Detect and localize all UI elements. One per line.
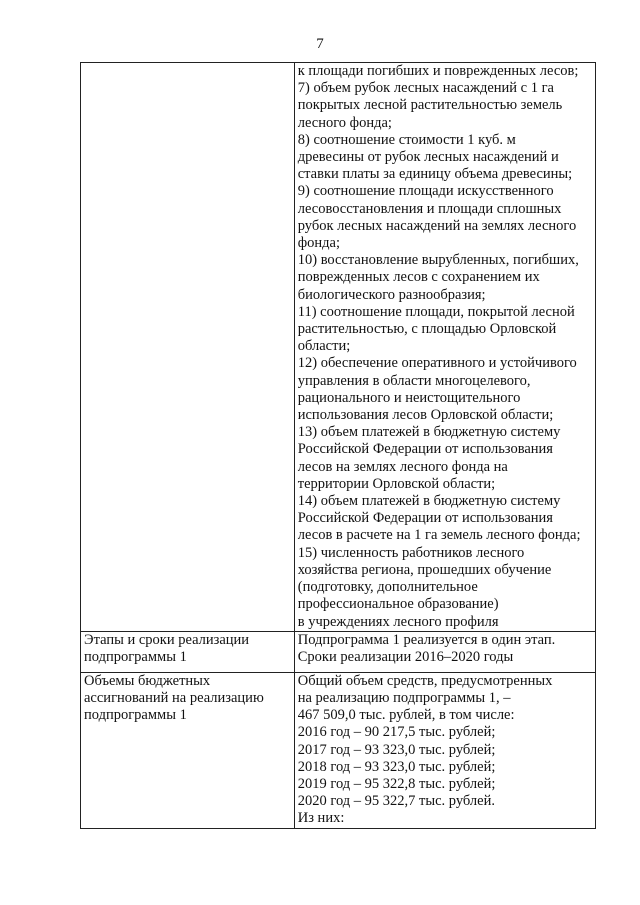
text-line: 10) восстановление вырубленных, погибших,	[297, 252, 579, 269]
text-line: профессиональное образование)	[297, 596, 499, 613]
text-line: территории Орловской области;	[297, 475, 496, 492]
text-line: управления в области многоцелевого,	[297, 372, 531, 389]
text-line: хозяйства региона, прошедших обучение	[297, 561, 552, 578]
text-line: Подпрограмма 1 реализуется в один этап.	[297, 631, 556, 648]
text-line: 7) объем рубок лесных насаждений с 1 га	[297, 80, 554, 97]
text-line: рубок лесных насаждений на землях лесного	[297, 217, 577, 234]
text-line: ассигнований на реализацию	[84, 689, 264, 706]
text-line: 9) соотношение площади искусственного	[297, 183, 554, 200]
text-line: растительностью, с площадью Орловской	[297, 321, 557, 338]
text-line: Объемы бюджетных	[84, 672, 211, 689]
text-line: 14) объем платежей в бюджетную систему	[297, 493, 561, 510]
text-line: к площади погибших и поврежденных лесов;	[297, 63, 579, 79]
program-passport-table	[80, 62, 596, 829]
text-line: 13) объем платежей в бюджетную систему	[297, 424, 561, 441]
text-line: 15) численность работников лесного	[297, 544, 525, 561]
text-line: Из них:	[297, 810, 345, 827]
text-line: 11) соотношение площади, покрытой лесной	[297, 303, 575, 320]
text-line: подпрограммы 1	[84, 648, 187, 665]
text-line: 12) обеспечение оперативного и устойчивого	[297, 355, 577, 372]
text-line: 8) соотношение стоимости 1 куб. м	[297, 131, 516, 148]
text-line: древесины от рубок лесных насаждений и	[297, 149, 559, 166]
row-content-cell	[294, 631, 595, 672]
text-line: лесного фонда;	[297, 114, 392, 131]
table-row	[81, 672, 596, 828]
text-line: фонда;	[297, 235, 340, 252]
text-line: покрытых лесной растительностью земель	[297, 97, 563, 114]
table-row	[81, 63, 596, 632]
text-line: рационального и неистощительного	[297, 389, 521, 406]
text-line: 2017 год – 93 323,0 тыс. рублей;	[297, 741, 496, 758]
text-line: (подготовку, дополнительное	[297, 579, 478, 596]
text-line: биологического разнообразия;	[297, 286, 486, 303]
text-line: лесовосстановления и площади сплошных	[297, 200, 562, 217]
row-content-cell	[294, 63, 595, 632]
text-line: 2019 год – 95 322,8 тыс. рублей;	[297, 775, 496, 792]
text-line: 2020 год – 95 322,7 тыс. рублей.	[297, 793, 495, 810]
text-line: 467 509,0 тыс. рублей, в том числе:	[297, 707, 515, 724]
text-line: на реализацию подпрограммы 1, –	[297, 689, 511, 706]
table-row	[81, 631, 596, 672]
text-line: подпрограммы 1	[84, 707, 187, 724]
text-line: в учреждениях лесного профиля	[297, 613, 499, 630]
row-label-cell	[81, 631, 295, 672]
row-content-cell	[294, 672, 595, 828]
text-line: ставки платы за единицу объема древесины;	[297, 166, 573, 183]
text-line: 2018 год – 93 323,0 тыс. рублей;	[297, 758, 496, 775]
text-line: области;	[297, 338, 351, 355]
row-label-cell	[81, 63, 295, 632]
page-number: 7	[316, 36, 324, 52]
text-line: Этапы и сроки реализации	[84, 631, 250, 648]
text-line: использования лесов Орловской области;	[297, 407, 554, 424]
text-line: лесов в расчете на 1 га земель лесного фонда;	[297, 527, 581, 544]
row-label-cell	[81, 672, 295, 828]
text-line: Общий объем средств, предусмотренных	[297, 672, 553, 689]
text-line: Сроки реализации 2016–2020 годы	[297, 648, 514, 665]
text-line: Российской Федерации от использования	[297, 441, 553, 458]
text-line: поврежденных лесов с сохранением их	[297, 269, 540, 286]
text-line: 2016 год – 90 217,5 тыс. рублей;	[297, 724, 496, 741]
text-line: лесов на землях лесного фонда на	[297, 458, 508, 475]
text-line: Российской Федерации от использования	[297, 510, 553, 527]
